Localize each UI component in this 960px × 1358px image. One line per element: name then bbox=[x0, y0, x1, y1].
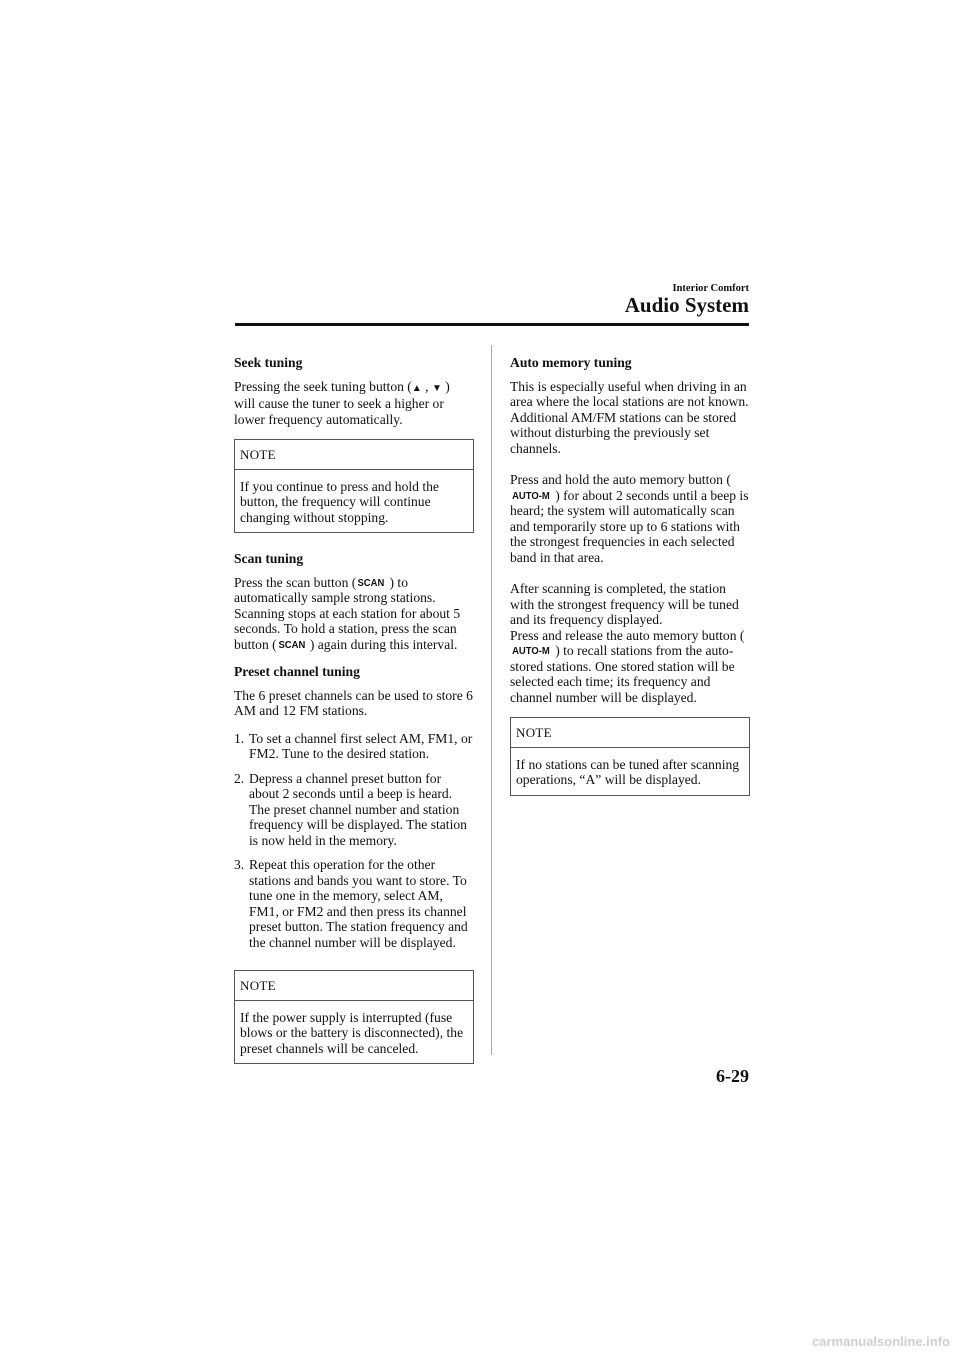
header-section-label: Interior Comfort bbox=[672, 283, 749, 294]
scan-text-end: ) again during this interval. bbox=[306, 636, 458, 652]
press-text-start: Press and hold the auto memory button ( bbox=[510, 472, 731, 487]
column-divider bbox=[491, 345, 492, 1055]
preset-note-box bbox=[234, 970, 474, 1064]
scan-tuning-text bbox=[234, 575, 474, 653]
list-item bbox=[234, 771, 474, 849]
watermark: carmanualsonline.info bbox=[812, 1334, 950, 1349]
note-title: NOTE bbox=[235, 971, 473, 1001]
auto-memory-intro: This is especially useful when driving in an area where the local stations are not known. Additional AM/FM stations can be stored without disturbing the previously set channels. bbox=[510, 378, 749, 456]
scan-button-icon: SCAN bbox=[278, 638, 305, 651]
up-arrow-icon: ▲ bbox=[411, 382, 422, 394]
note-text: If you continue to press and hold the button, the frequency will continue changing without stopping. bbox=[240, 478, 439, 525]
seek-text-separator: , bbox=[421, 378, 432, 394]
release-text-start: Press and release the auto memory button ( bbox=[510, 627, 745, 643]
preset-tuning-heading: Preset channel tuning bbox=[234, 664, 360, 679]
scan-text-start: Press the scan button ( bbox=[234, 574, 357, 590]
seek-note-box bbox=[234, 439, 474, 533]
right-column bbox=[510, 355, 750, 814]
auto-memory-heading: Auto memory tuning bbox=[510, 355, 632, 370]
list-item bbox=[234, 731, 474, 762]
seek-tuning-heading: Seek tuning bbox=[234, 355, 303, 370]
page-title: Audio System bbox=[624, 293, 749, 317]
note-title: NOTE bbox=[235, 440, 473, 470]
seek-text-start: Pressing the seek tuning button ( bbox=[234, 378, 412, 394]
seek-text-end: ) will cause the tuner to seek a higher or lower frequency automatically. bbox=[234, 378, 450, 427]
note-text: If no stations can be tuned after scanning operations, “A” will be displayed. bbox=[516, 756, 740, 787]
auto-memory-release-text bbox=[510, 628, 750, 706]
auto-memory-after-text: After scanning is completed, the station with the strongest frequency will be tuned and its frequency displayed. bbox=[510, 581, 739, 627]
note-title: NOTE bbox=[511, 718, 749, 748]
scan-text-middle: ) to automatically sample strong stations. Scanning stops at each station for about 5 seconds. To hold a station, press the scan button ( bbox=[234, 574, 461, 652]
list-text: Repeat this operation for the other stations and bands you want to store. To tune one in the memory, select AM, FM1, or FM2 and then press its channel preset button. The station frequency and the channel number will be displayed. bbox=[249, 857, 468, 950]
auto-memory-press-text bbox=[510, 472, 750, 565]
scan-tuning-heading: Scan tuning bbox=[234, 551, 304, 566]
left-column bbox=[234, 355, 474, 1082]
scan-button-icon: SCAN bbox=[357, 576, 385, 589]
list-item bbox=[234, 857, 474, 950]
list-number: 1. bbox=[234, 730, 245, 746]
page-number: 6-29 bbox=[716, 1066, 749, 1086]
release-text-end: ) to recall stations from the auto-stored stations. One stored station will be selected each time; its frequency and channel number will be displayed. bbox=[510, 643, 735, 705]
list-text: To set a channel first select AM, FM1, or FM2. Tune to the desired station. bbox=[249, 730, 473, 761]
auto-memory-button-icon: AUTO-M bbox=[512, 645, 550, 657]
seek-tuning-text bbox=[234, 379, 474, 428]
list-text: Depress a channel preset button for about 2 seconds until a beep is heard. The preset channel number and station frequency will be displayed. The station is now held in the memory. bbox=[249, 770, 467, 848]
note-text: If the power supply is interrupted (fuse blows or the battery is disconnected), the preset channels will be canceled. bbox=[240, 1009, 464, 1056]
preset-intro: The 6 preset channels can be used to store 6 AM and 12 FM stations. bbox=[234, 687, 473, 718]
auto-memory-button-icon: AUTO-M bbox=[512, 489, 550, 502]
press-text-end: ) for about 2 seconds until a beep is heard; the system will automatically scan and temporarily store up to 6 stations with the strongest frequencies in each selected band in that area. bbox=[510, 487, 749, 565]
auto-memory-note-box bbox=[510, 717, 750, 796]
down-arrow-icon: ▼ bbox=[431, 382, 442, 394]
header-rule bbox=[235, 323, 749, 326]
list-number: 3. bbox=[234, 857, 245, 872]
list-number: 2. bbox=[234, 770, 245, 786]
